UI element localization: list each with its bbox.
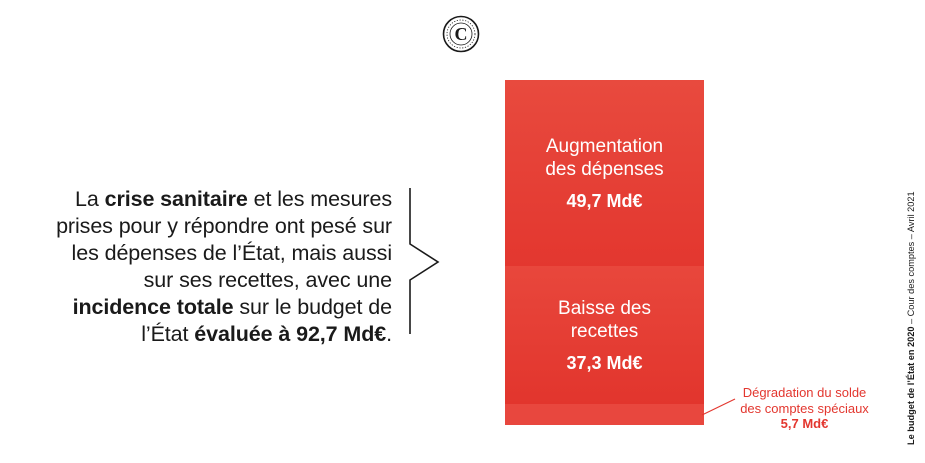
segment-value: 49,7 Md€: [566, 190, 643, 211]
bar-segment-comptes-speciaux: [505, 404, 704, 425]
bar-segment-recettes: [505, 266, 704, 404]
highlight-incidence-totale: incidence totale: [72, 295, 234, 319]
logo-letter: C: [454, 24, 468, 44]
comptes-speciaux-annotation: Dégradation du solde des comptes spéciaux 5,7 Md€: [740, 385, 869, 431]
bar-segment-depenses: [505, 80, 704, 266]
brace-connector: [400, 186, 442, 336]
segment-label: Augmentation des dépenses: [545, 135, 664, 180]
segment-value: 37,3 Md€: [566, 352, 643, 373]
cour-des-comptes-logo-icon: [442, 15, 480, 53]
segment-label: Baisse des recettes: [558, 297, 651, 342]
highlight-total-amount: évaluée à 92,7 Md€: [194, 322, 387, 346]
statement-text: La crise sanitaire et les mesures prises pour y répondre ont pesé sur les dépenses de l’État, mais aussi sur ses recettes, avec une incidence totale sur le budget de l’État évaluée à 92,7 Md€.: [56, 187, 392, 346]
source-caption: Le budget de l’État en 2020 – Cour des comptes – Avril 2021: [906, 191, 916, 445]
highlight-crise-sanitaire: crise sanitaire: [104, 187, 248, 211]
